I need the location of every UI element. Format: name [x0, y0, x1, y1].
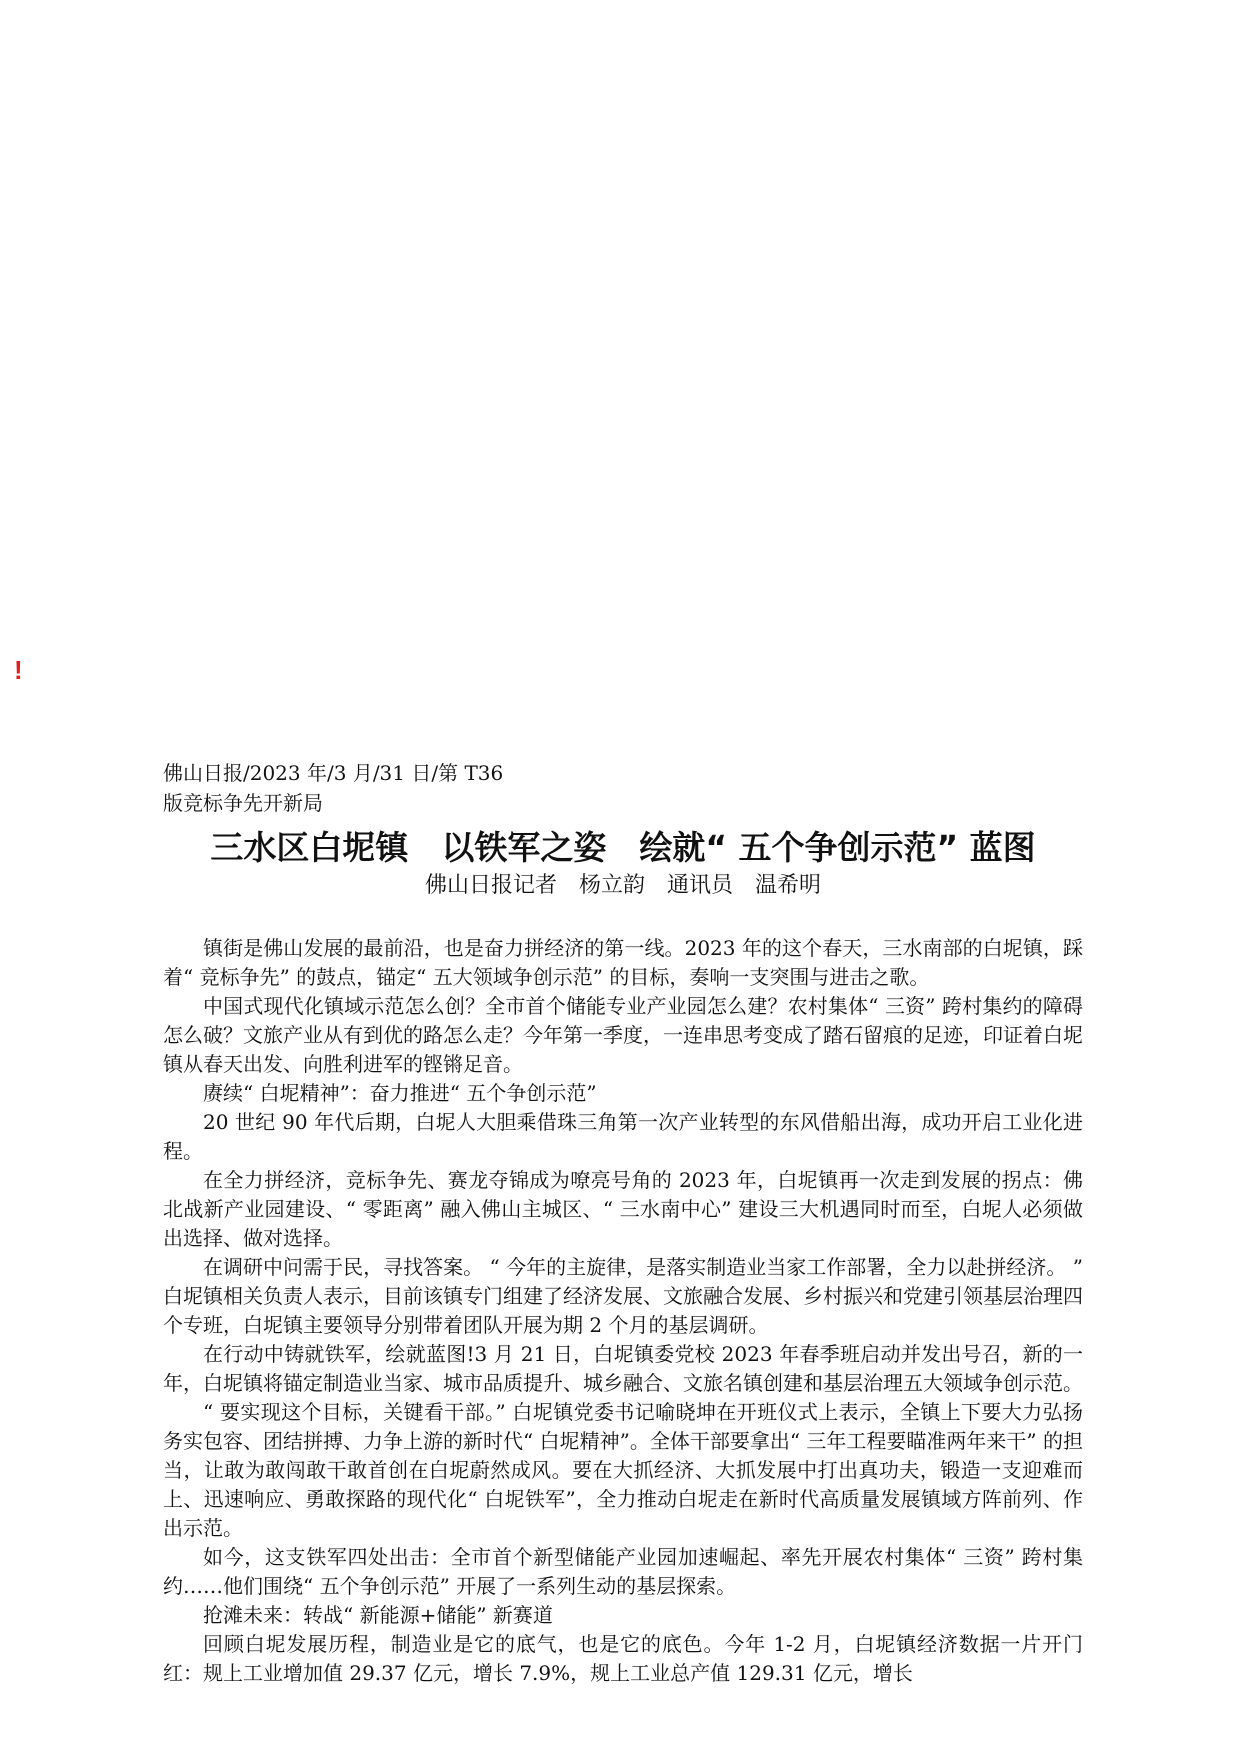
article-body	[163, 934, 1083, 1688]
section-subheading: 赓续“ 白坭精神”：奋力推进“ 五个争创示范”	[203, 1081, 597, 1105]
paragraph: “ 要实现这个目标，关键看干部。” 白坭镇党委书记喻晓坤在开班仪式上表示，全镇上下要大力弘扬务实包容、团结拼搏、力争上游的新时代“ 白坭精神”。全体干部要拿出“ 三年工程要瞄准两年来干” 的担当，让敢为敢闯敢干敢首创在白坭蔚然成风。要在大抓经济、大抓发展中打出真功夫，锻造一支迎难而上、迅速响应、勇敢探路的现代化“ 白坭铁军”，全力推动白坭走在新时代高质量发展镇域方阵前列、作出示范。	[163, 1400, 1083, 1540]
paragraph: 在全力拼经济，竞标争先、赛龙夺锦成为嘹亮号角的 2023 年，白坭镇再一次走到发展的拐点：佛北战新产业园建设、“ 零距离” 融入佛山主城区、“ 三水南中心” 建设三大机遇同时而至，白坭人必须做出选择、做对选择。	[163, 1168, 1083, 1250]
article-byline: 佛山日报记者 杨立韵 通讯员 温希明	[424, 873, 821, 898]
paragraph: 回顾白坭发展历程，制造业是它的底气，也是它的底色。今年 1-2 月，白坭镇经济数据一片开门红：规上工业增加值 29.37 亿元，增长 7.9%，规上工业总产值 129.31 亿元，增长	[163, 1632, 1083, 1685]
paragraph: 20 世纪 90 年代后期，白坭人大胆乘借珠三角第一次产业转型的东风借船出海，成功开启工业化进程。	[163, 1110, 1083, 1163]
paragraph: 中国式现代化镇域示范怎么创？全市首个储能专业产业园怎么建？农村集体“ 三资” 跨村集约的障碍怎么破？文旅产业从有到优的路怎么走？今年第一季度，一连串思考变成了踏石留痕的足迹，印证着白坭镇从春天出发、向胜利进军的铿锵足音。	[163, 994, 1083, 1076]
paragraph: 镇街是佛山发展的最前沿，也是奋力拼经济的第一线。2023 年的这个春天，三水南部的白坭镇，踩着“ 竞标争先” 的鼓点，锚定“ 五大领域争创示范” 的目标，奏响一支突围与进击之歌。	[163, 936, 1083, 989]
paragraph: 在行动中铸就铁军，绘就蓝图!3 月 21 日，白坭镇委党校 2023 年春季班启动并发出号召，新的一年，白坭镇将锚定制造业当家、城市品质提升、城乡融合、文旅名镇创建和基层治理五大领域争创示范。	[163, 1342, 1083, 1395]
source-line: 佛山日报/2023 年/3 月/31 日/第 T36	[163, 761, 504, 785]
article-headline: 三水区白坭镇 以铁军之姿 绘就“ 五个争创示范” 蓝图	[210, 828, 1036, 867]
source-section-line: 版竞标争先开新局	[163, 791, 323, 815]
news-article	[163, 758, 1083, 1688]
paragraph: 在调研中问需于民，寻找答案。 “ 今年的主旋律，是落实制造业当家工作部署，全力以赴拼经济。 ” 白坭镇相关负责人表示，目前该镇专门组建了经济发展、文旅融合发展、乡村振兴和党建引领基层治理四个专班，白坭镇主要领导分别带着团队开展为期 2 个月的基层调研。	[163, 1255, 1083, 1337]
margin-mark: !	[14, 655, 23, 685]
section-subheading: 抢滩未来：转战“ 新能源+储能” 新赛道	[203, 1603, 553, 1627]
paragraph: 如今，这支铁军四处出击：全市首个新型储能产业园加速崛起、率先开展农村集体“ 三资” 跨村集约……他们围绕“ 五个争创示范” 开展了一系列生动的基层探索。	[163, 1545, 1083, 1598]
